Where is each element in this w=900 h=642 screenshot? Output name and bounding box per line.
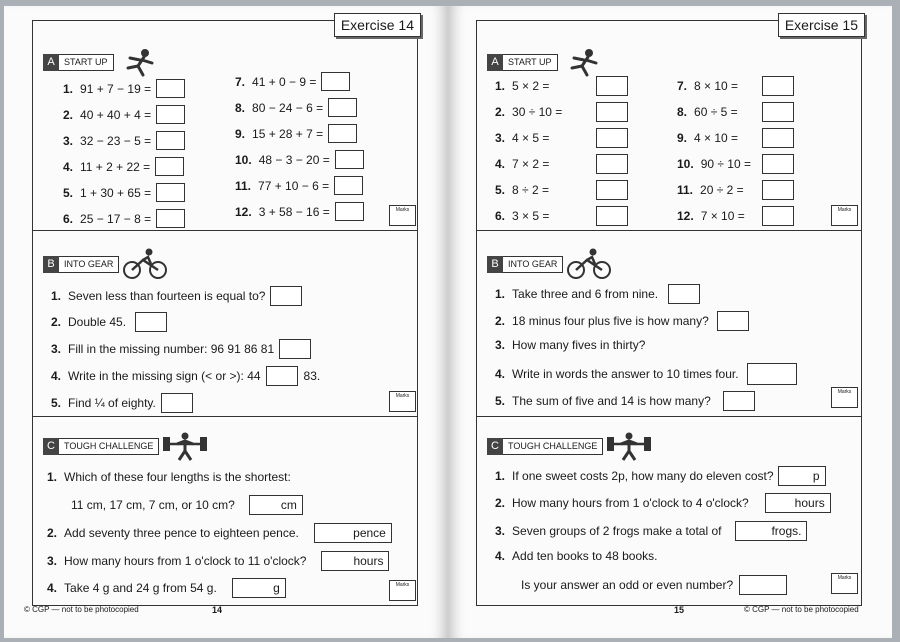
- section-letter: C: [487, 438, 503, 455]
- answer-box[interactable]: [328, 124, 357, 143]
- answer-box[interactable]: [328, 98, 357, 117]
- footer-copyright: © CGP — not to be photocopied: [24, 605, 139, 614]
- question-a10: 10. 90 ÷ 10 =: [677, 157, 751, 171]
- answer-box[interactable]: cm: [249, 495, 303, 515]
- section-divider: [477, 416, 861, 417]
- question-a9: 9. 15 + 28 + 7 =: [235, 124, 357, 143]
- section-title: START UP: [503, 54, 558, 71]
- answer-box[interactable]: [156, 183, 185, 202]
- section-letter: B: [487, 256, 503, 273]
- section-title: TOUGH CHALLENGE: [59, 438, 159, 455]
- section-divider: [33, 416, 417, 417]
- question-a4: 4. 11 + 2 + 22 =: [63, 157, 184, 176]
- question-a6: 6. 3 × 5 =: [495, 209, 549, 223]
- answer-box[interactable]: [156, 105, 185, 124]
- question-b2: 2. Double 45.: [51, 312, 167, 332]
- question-a3: 3. 32 − 23 − 5 =: [63, 131, 185, 150]
- question-c1-options: 11 cm, 17 cm, 7 cm, or 10 cm? cm: [71, 495, 303, 515]
- question-a11: 11. 77 + 10 − 6 =: [235, 176, 363, 195]
- question-a5: 5. 8 ÷ 2 =: [495, 183, 549, 197]
- question-a6: 6. 25 − 17 − 8 =: [63, 209, 185, 228]
- answer-box[interactable]: [335, 150, 364, 169]
- weightlifter-icon: [607, 431, 651, 461]
- runner-icon: [118, 47, 158, 77]
- question-a8: 8. 60 ÷ 5 =: [677, 105, 738, 119]
- section-divider: [33, 230, 417, 231]
- question-b2: 2. 18 minus four plus five is how many?: [495, 311, 749, 331]
- cyclist-icon: [567, 248, 611, 280]
- exercise-frame: [32, 17, 418, 606]
- question-a1: 1. 5 × 2 =: [495, 79, 549, 93]
- question-b4: 4. Write in the missing sign (< or >): 44 83.: [51, 366, 320, 386]
- cyclist-icon: [123, 248, 167, 280]
- question-b1: 1. Take three and 6 from nine.: [495, 284, 700, 304]
- section-a-header: [487, 47, 602, 77]
- answer-box[interactable]: [156, 79, 185, 98]
- question-c4: 4. Add ten books to 48 books.: [495, 549, 658, 563]
- answer-box[interactable]: [155, 157, 184, 176]
- answer-box[interactable]: [279, 339, 311, 359]
- question-a7: 7. 41 + 0 − 9 =: [235, 72, 350, 91]
- question-a12: 12. 7 × 10 =: [677, 209, 745, 223]
- section-c-header: [43, 431, 207, 461]
- question-a2: 2. 30 ÷ 10 =: [495, 105, 562, 119]
- section-a-header: [43, 47, 158, 77]
- answer-box[interactable]: [161, 393, 193, 413]
- marks-box[interactable]: Marks: [389, 205, 416, 226]
- answer-box[interactable]: frogs.: [735, 521, 807, 541]
- section-title: TOUGH CHALLENGE: [503, 438, 603, 455]
- question-b3: 3. How many fives in thirty?: [495, 338, 646, 352]
- question-a4: 4. 7 × 2 =: [495, 157, 549, 171]
- question-a11: 11. 20 ÷ 2 =: [677, 183, 744, 197]
- answer-box[interactable]: [135, 312, 167, 332]
- question-a2: 2. 40 + 40 + 4 =: [63, 105, 185, 124]
- answer-box[interactable]: [762, 206, 794, 226]
- marks-box[interactable]: Marks: [389, 580, 416, 601]
- question-c2: 2. Add seventy three pence to eighteen pence. pence: [47, 523, 392, 543]
- answer-box[interactable]: [762, 76, 794, 96]
- answer-box[interactable]: [762, 102, 794, 122]
- answer-box[interactable]: pence: [314, 523, 392, 543]
- answer-box[interactable]: p: [778, 466, 826, 486]
- answer-box[interactable]: [266, 366, 298, 386]
- section-letter: A: [43, 54, 59, 71]
- page-number: 15: [674, 605, 685, 615]
- answer-box[interactable]: [270, 286, 302, 306]
- exercise-title: Exercise 14: [334, 13, 421, 37]
- answer-box[interactable]: [596, 180, 628, 200]
- exercise-frame: [476, 17, 862, 606]
- question-c4-followup: Is your answer an odd or even number?: [521, 575, 787, 595]
- answer-box[interactable]: [596, 76, 628, 96]
- answer-box[interactable]: hours: [765, 493, 831, 513]
- section-c-header: [487, 431, 651, 461]
- section-title: INTO GEAR: [59, 256, 119, 273]
- section-b-header: [487, 248, 611, 280]
- answer-box[interactable]: [156, 209, 185, 228]
- marks-box[interactable]: Marks: [389, 391, 416, 412]
- answer-box[interactable]: hours: [321, 551, 389, 571]
- question-a1: 1. 91 + 7 − 19 =: [63, 79, 185, 98]
- section-divider: [477, 230, 861, 231]
- question-c3: 3. Seven groups of 2 frogs make a total of frogs.: [495, 521, 807, 541]
- page-number: 14: [212, 605, 223, 615]
- marks-box[interactable]: Marks: [831, 573, 858, 594]
- question-b5: 5. Find ¼ of eighty.: [51, 393, 193, 413]
- question-a7: 7. 8 × 10 =: [677, 79, 738, 93]
- question-c4: 4. Take 4 g and 24 g from 54 g. g: [47, 578, 286, 598]
- question-b1: 1. Seven less than fourteen is equal to?: [51, 286, 302, 306]
- right-page: [448, 6, 892, 638]
- section-b-header: [43, 248, 167, 280]
- section-title: START UP: [59, 54, 114, 71]
- answer-box[interactable]: [335, 202, 364, 221]
- section-letter: A: [487, 54, 503, 71]
- answer-box[interactable]: [596, 102, 628, 122]
- section-title: INTO GEAR: [503, 256, 563, 273]
- question-c1: 1. If one sweet costs 2p, how many do eleven cost? p: [495, 466, 826, 486]
- section-letter: B: [43, 256, 59, 273]
- question-b4: 4. Write in words the answer to 10 times four.: [495, 363, 797, 385]
- marks-box[interactable]: Marks: [831, 205, 858, 226]
- question-c1: 1. Which of these four lengths is the shortest:: [47, 470, 291, 484]
- question-a5: 5. 1 + 30 + 65 =: [63, 183, 185, 202]
- question-c3: 3. How many hours from 1 o'clock to 11 o'clock? hours: [47, 551, 389, 571]
- answer-box[interactable]: [334, 176, 363, 195]
- question-b3: 3. Fill in the missing number: 96 91 86 81: [51, 339, 311, 359]
- runner-icon: [562, 47, 602, 77]
- answer-box[interactable]: [762, 128, 794, 148]
- answer-box[interactable]: [596, 154, 628, 174]
- answer-box[interactable]: [668, 284, 700, 304]
- answer-box[interactable]: [596, 128, 628, 148]
- answer-box[interactable]: [747, 363, 797, 385]
- section-letter: C: [43, 438, 59, 455]
- answer-box[interactable]: [739, 575, 787, 595]
- question-a9: 9. 4 × 10 =: [677, 131, 738, 145]
- question-b5: 5. The sum of five and 14 is how many?: [495, 391, 755, 411]
- weightlifter-icon: [163, 431, 207, 461]
- question-a10: 10. 48 − 3 − 20 =: [235, 150, 364, 169]
- answer-box[interactable]: [156, 131, 185, 150]
- answer-box[interactable]: [596, 206, 628, 226]
- answer-box[interactable]: [321, 72, 350, 91]
- question-a12: 12. 3 + 58 − 16 =: [235, 202, 364, 221]
- answer-box[interactable]: [762, 180, 794, 200]
- answer-box[interactable]: g: [232, 578, 286, 598]
- question-a3: 3. 4 × 5 =: [495, 131, 549, 145]
- left-page: [4, 6, 448, 638]
- answer-box[interactable]: [717, 311, 749, 331]
- answer-box[interactable]: [762, 154, 794, 174]
- exercise-title: Exercise 15: [778, 13, 865, 37]
- footer-copyright: © CGP — not to be photocopied: [744, 605, 859, 614]
- question-c2: 2. How many hours from 1 o'clock to 4 o'clock? hours: [495, 493, 831, 513]
- marks-box[interactable]: Marks: [831, 387, 858, 408]
- answer-box[interactable]: [723, 391, 755, 411]
- question-a8: 8. 80 − 24 − 6 =: [235, 98, 357, 117]
